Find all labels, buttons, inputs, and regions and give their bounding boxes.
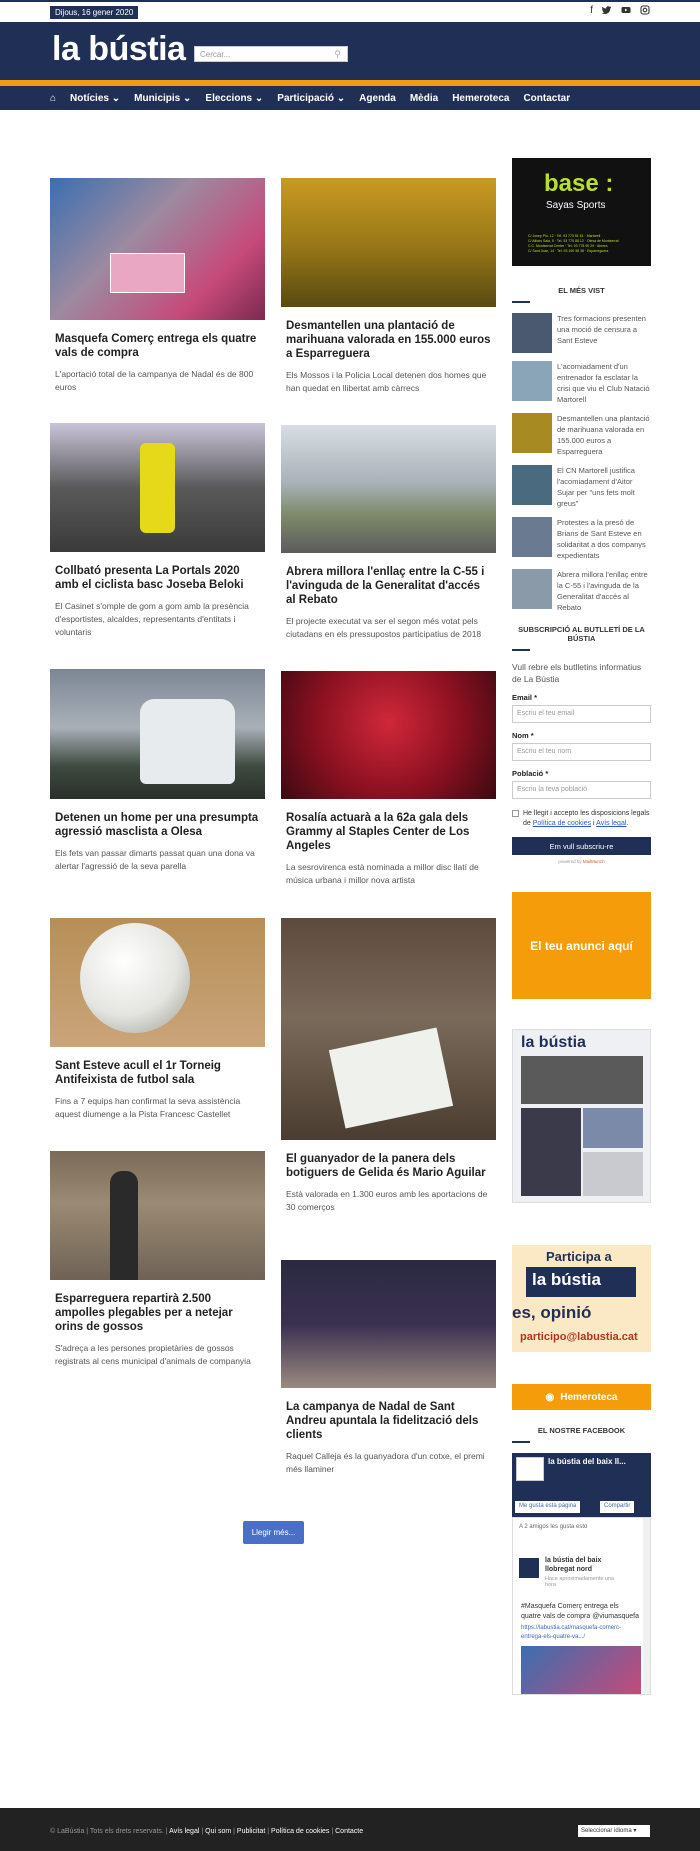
most-viewed-item[interactable]: El CN Martorell justifica l'acomiadament d'Aitor Sujar per "uns fets molt greus" <box>512 465 651 509</box>
nav-item-agenda[interactable]: Agenda <box>359 92 396 104</box>
article-card[interactable] <box>281 425 496 641</box>
article-title[interactable]: Collbató presenta La Portals 2020 amb el ciclista basc Joseba Beloki <box>55 565 244 591</box>
most-viewed-item[interactable]: Protestes a la presó de Brians de Sant Esteve en solidaritat a dos companys expedientats <box>512 517 651 561</box>
consent-checkbox[interactable] <box>512 810 519 817</box>
article-card[interactable] <box>50 669 265 873</box>
article-excerpt: El Casinet s'omple de gom a gom amb la presència d'esportistes, alcaldes, representants d'entitats i voluntaris <box>55 601 249 637</box>
newsletter-widget <box>512 625 651 864</box>
divider <box>512 1441 530 1443</box>
most-viewed-widget <box>512 286 651 613</box>
main-nav <box>0 86 700 110</box>
newsletter-title: SUBSCRIPCIÓ AL BUTLLETÍ DE LA BÚSTIA <box>518 625 645 643</box>
home-icon[interactable]: ⌂ <box>50 92 57 104</box>
fb-share-button[interactable]: Compartir <box>600 1501 634 1513</box>
fb-feed[interactable]: A 2 amigos les gusta esto la bústia del baix llobregat nord Hace aproximadamente una hora #Masquefa Comerç entrega els quatre vals de compra @viumasquefa https://labustia.cat/masquefa-comerc-entrega-els-quatre-va.../ <box>512 1517 651 1695</box>
instagram-icon[interactable] <box>640 5 650 18</box>
article-excerpt: Els Mossos i la Policia Local detenen dos homes que han quedat en llibertat amb càrrecs <box>286 370 487 393</box>
most-viewed-item[interactable]: Abrera millora l'enllaç entre la C-55 i l'avinguda de la Generalitat d'accés al Rebato <box>512 569 651 613</box>
article-title[interactable]: Abrera millora l'enllaç entre la C-55 i l'avinguda de la Generalitat d'accés al Rebato <box>286 566 485 606</box>
article-excerpt: Els fets van passar dimarts passat quan una dona va alertar l'agressió de la seva parella <box>55 848 255 871</box>
name-label: Nom * <box>512 731 534 740</box>
article-image[interactable] <box>281 178 496 307</box>
hemeroteca-button[interactable]: ◉ Hemeroteca <box>512 1384 651 1410</box>
ad-brand: base : <box>544 170 614 197</box>
article-card[interactable] <box>281 918 496 1214</box>
article-card[interactable] <box>50 1151 265 1368</box>
current-date: Dijous, 16 gener 2020 <box>50 6 138 19</box>
legal-notice-link[interactable]: Avís legal <box>596 820 627 827</box>
article-title[interactable]: Masquefa Comerç entrega els quatre vals de compra <box>55 333 257 359</box>
powered-by: powered by MailMunch <box>558 859 605 864</box>
article-excerpt: Està valorada en 1.300 euros amb les aportacions de 30 comerços <box>286 1189 488 1212</box>
fb-like-button[interactable]: Me gusta esta página <box>515 1501 580 1513</box>
article-image[interactable] <box>281 918 496 1140</box>
article-excerpt: El projecte executat va ser el segon més votat pels ciutadans en els pressupostos participatius de 2018 <box>286 616 482 639</box>
article-card[interactable] <box>50 178 265 394</box>
article-image[interactable] <box>50 1151 265 1280</box>
copyright: © LaBústia | Tots els drets reservats. <box>50 1828 164 1835</box>
consent-row <box>512 809 651 829</box>
town-field[interactable]: Escriu la teva població <box>512 781 651 799</box>
footer-links: © LaBústia | Tots els drets reservats. | Avís legal | Qui som | Publicitat | Política de cookies | Contacte <box>50 1828 364 1835</box>
chevron-down-icon: ▾ <box>633 1828 637 1834</box>
nav-item-eleccions[interactable]: Eleccions ⌄ <box>205 92 264 104</box>
article-title[interactable]: Sant Esteve acull el 1r Torneig Antifeixista de futbol sala <box>55 1060 221 1086</box>
magazine-title: la bústia <box>521 1034 586 1051</box>
fb-page-header[interactable]: la bústia del baix ll... Me gusta esta página Compartir <box>512 1453 651 1517</box>
town-label: Població * <box>512 769 549 778</box>
most-viewed-item[interactable]: Desmantellen una plantació de marihuana valorada en 155.000 euros a Esparreguera <box>512 413 651 457</box>
article-title[interactable]: Esparreguera repartirà 2.500 ampolles plegables per a netejar orins de gossos <box>55 1293 233 1333</box>
article-card[interactable] <box>281 671 496 887</box>
search-icon[interactable]: ⚲ <box>334 49 341 59</box>
nav-item-participacio[interactable]: Participació ⌄ <box>277 92 346 104</box>
site-logo[interactable]: la bústia <box>52 30 186 68</box>
facebook-icon[interactable]: f <box>590 5 593 16</box>
email-field[interactable]: Escriu el teu email <box>512 705 651 723</box>
nav-item-noticies[interactable]: Notícies ⌄ <box>70 92 121 104</box>
nav-item-contactar[interactable]: Contactar <box>523 92 571 104</box>
language-select[interactable]: Seleccionar idioma ▾ <box>578 1825 650 1837</box>
article-title[interactable]: Rosalía actuarà a la 62a gala dels Grammy al Staples Center de Los Angeles <box>286 812 470 852</box>
article-card[interactable] <box>281 178 496 395</box>
sidebar <box>512 158 651 1695</box>
email-label: Email * <box>512 693 538 702</box>
article-excerpt: S'adreça a les persones propietàries de gossos registrats al cens municipal d'animals de companyia <box>55 1343 251 1366</box>
article-title[interactable]: El guanyador de la panera dels botiguers de Gelida és Mario Aguilar <box>286 1153 486 1179</box>
nav-item-hemeroteca[interactable]: Hemeroteca <box>452 92 510 104</box>
fb-scrollbar[interactable] <box>643 1518 650 1695</box>
facebook-widget <box>512 1426 651 1695</box>
site-header <box>0 22 700 80</box>
most-viewed-item[interactable]: Tres formacions presenten una moció de censura a Sant Esteve <box>512 313 651 353</box>
site-footer <box>0 1808 700 1851</box>
youtube-icon[interactable] <box>621 5 631 18</box>
twitter-icon[interactable] <box>602 5 612 18</box>
facebook-title: EL NOSTRE FACEBOOK <box>537 1426 626 1435</box>
ad-placeholder[interactable]: El teu anunci aquí <box>512 892 651 999</box>
footer-link-legal[interactable]: Avís legal <box>169 1828 200 1835</box>
article-card[interactable] <box>281 1260 496 1476</box>
article-image[interactable] <box>281 1260 496 1388</box>
article-card[interactable] <box>50 918 265 1121</box>
sidebar-ad-sayas[interactable] <box>512 158 651 266</box>
eye-icon: ◉ <box>545 1391 555 1403</box>
newsletter-intro: Vull rebre els butlletins informatius de La Bústia <box>512 662 642 684</box>
divider <box>512 301 530 303</box>
article-card[interactable] <box>50 423 265 639</box>
cookies-policy-link[interactable]: Política de cookies <box>532 820 592 827</box>
most-viewed-item[interactable]: L'acomiadament d'un entrenador fa esclatar la crisi que viu el Club Natació Martorell <box>512 361 651 405</box>
magazine-cover[interactable] <box>512 1029 651 1203</box>
article-image[interactable] <box>50 669 265 799</box>
main-content <box>0 110 700 1770</box>
fb-post-link[interactable]: https://labustia.cat/masquefa-comerc-entrega-els-quatre-va.../ <box>521 1625 622 1640</box>
consent-text: He llegit i accepto les disposicions legals de Política de cookies i Avís legal. <box>523 810 650 827</box>
participa-banner[interactable]: Participa a la bústia es, opinió participo@labustia.cat <box>512 1245 651 1352</box>
top-bar <box>0 0 700 22</box>
nav-item-media[interactable]: Mèdia <box>409 92 439 104</box>
article-excerpt: Raquel Calleja és la guanyadora d'un cotxe, el premi més llaminer <box>286 1451 485 1474</box>
footer-link-contact[interactable]: Contacte <box>335 1828 364 1835</box>
divider <box>512 649 530 651</box>
article-title[interactable]: La campanya de Nadal de Sant Andreu apuntala la fidelització dels clients <box>286 1401 479 1441</box>
ad-name: Sayas Sports <box>546 200 606 211</box>
name-field[interactable]: Escriu el teu nom <box>512 743 651 761</box>
subscribe-button[interactable]: Em vull subscriu-re <box>512 837 651 855</box>
footer-link-cookies[interactable]: Política de cookies <box>271 1828 330 1835</box>
article-excerpt: La sesrovirenca està nominada a millor disc llatí de música urbana i millor nova artista <box>286 862 479 885</box>
article-image[interactable] <box>281 425 496 553</box>
load-more-button[interactable]: Llegir més... <box>243 1521 304 1544</box>
footer-link-advertising[interactable]: Publicitat <box>236 1828 266 1835</box>
article-image[interactable] <box>281 671 496 799</box>
nav-item-municipis[interactable]: Municipis ⌄ <box>134 92 192 104</box>
article-image[interactable] <box>50 178 265 320</box>
article-title[interactable]: Desmantellen una plantació de marihuana valorada en 155.000 euros a Esparreguera <box>286 320 491 360</box>
social-links <box>590 5 650 18</box>
ad-addresses: C/ Josep Piu, 12 · Tel. 93 773 51 61 · Martorell C/ Alfons Sala, 5 · Tel. 93 775 88 12 · Olesa de Montserrat C.C. Montserrat Center · Tel. 93 778 90 29 · Abrera C/ Sant Joan, 14 · Tel. 93 190 98 38 · Esparreguera <box>528 234 619 253</box>
most-viewed-title: EL MÉS VIST <box>558 286 605 295</box>
search-placeholder: Cercar... <box>200 50 231 59</box>
article-title[interactable]: Detenen un home per una presumpta agressió masclista a Olesa <box>55 812 259 838</box>
footer-link-about[interactable]: Qui som <box>205 1828 232 1835</box>
article-image[interactable] <box>50 918 265 1047</box>
article-excerpt: L'aportació total de la campanya de Nadal és de 800 euros <box>55 369 254 392</box>
article-excerpt: Fins a 7 equips han confirmat la seva assistència aquest diumenge a la Pista Francesc Castellet <box>55 1096 241 1119</box>
search-input[interactable] <box>194 46 348 62</box>
article-image[interactable] <box>50 423 265 552</box>
